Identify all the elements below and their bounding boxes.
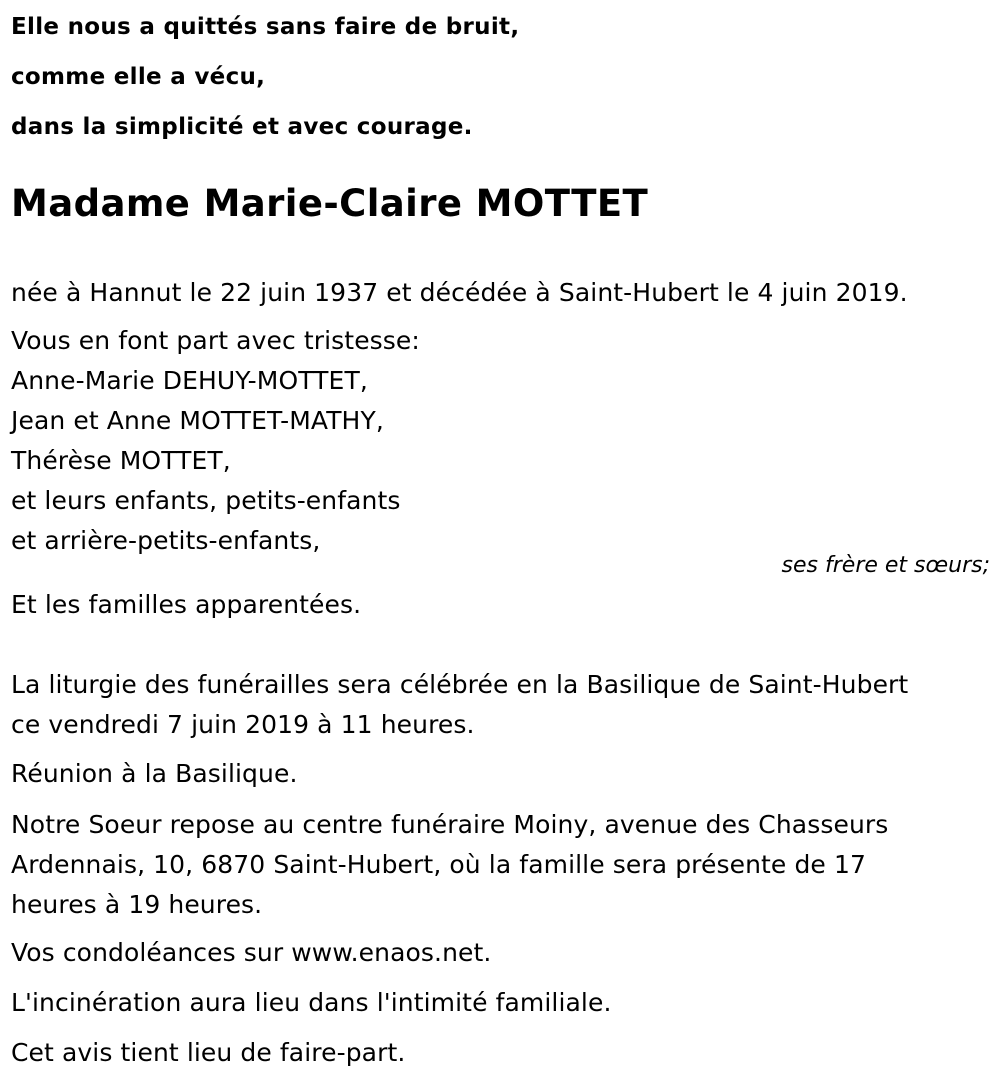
quote-line-1: Elle nous a quittés sans faire de bruit, <box>11 14 520 40</box>
family-relation: ses frère et sœurs; <box>781 553 990 578</box>
repose-line-3: heures à 19 heures. <box>11 890 263 919</box>
quote-line-2: comme elle a vécu, <box>11 64 266 90</box>
notice-line: Cet avis tient lieu de faire-part. <box>11 1038 406 1067</box>
birth-death-line: née à Hannut le 22 juin 1937 et décédée à Saint-Hubert le 4 juin 2019. <box>11 278 908 307</box>
family-member-line: Anne-Marie DEHUY-MOTTET, <box>11 366 368 395</box>
liturgy-line-2: ce vendredi 7 juin 2019 à 11 heures. <box>11 710 475 739</box>
family-member-line: Thérèse MOTTET, <box>11 446 231 475</box>
repose-line-2: Ardennais, 10, 6870 Saint-Hubert, où la famille sera présente de 17 <box>11 850 866 879</box>
family-member-line: et arrière-petits-enfants, <box>11 526 321 555</box>
family-member-line: et leurs enfants, petits-enfants <box>11 486 401 515</box>
liturgy-line-1: La liturgie des funérailles sera célébrée en la Basilique de Saint-Hubert <box>11 670 909 699</box>
deceased-name: Madame Marie-Claire MOTTET <box>11 182 649 225</box>
extended-family: Et les familles apparentées. <box>11 590 362 619</box>
quote-line-3: dans la simplicité et avec courage. <box>11 114 473 140</box>
condolences-line: Vos condoléances sur www.enaos.net. <box>11 938 492 967</box>
family-member-line: Jean et Anne MOTTET-MATHY, <box>11 406 384 435</box>
meeting-line: Réunion à la Basilique. <box>11 759 298 788</box>
announcement-intro: Vous en font part avec tristesse: <box>11 326 420 355</box>
cremation-line: L'incinération aura lieu dans l'intimité familiale. <box>11 988 612 1017</box>
repose-line-1: Notre Soeur repose au centre funéraire Moiny, avenue des Chasseurs <box>11 810 889 839</box>
